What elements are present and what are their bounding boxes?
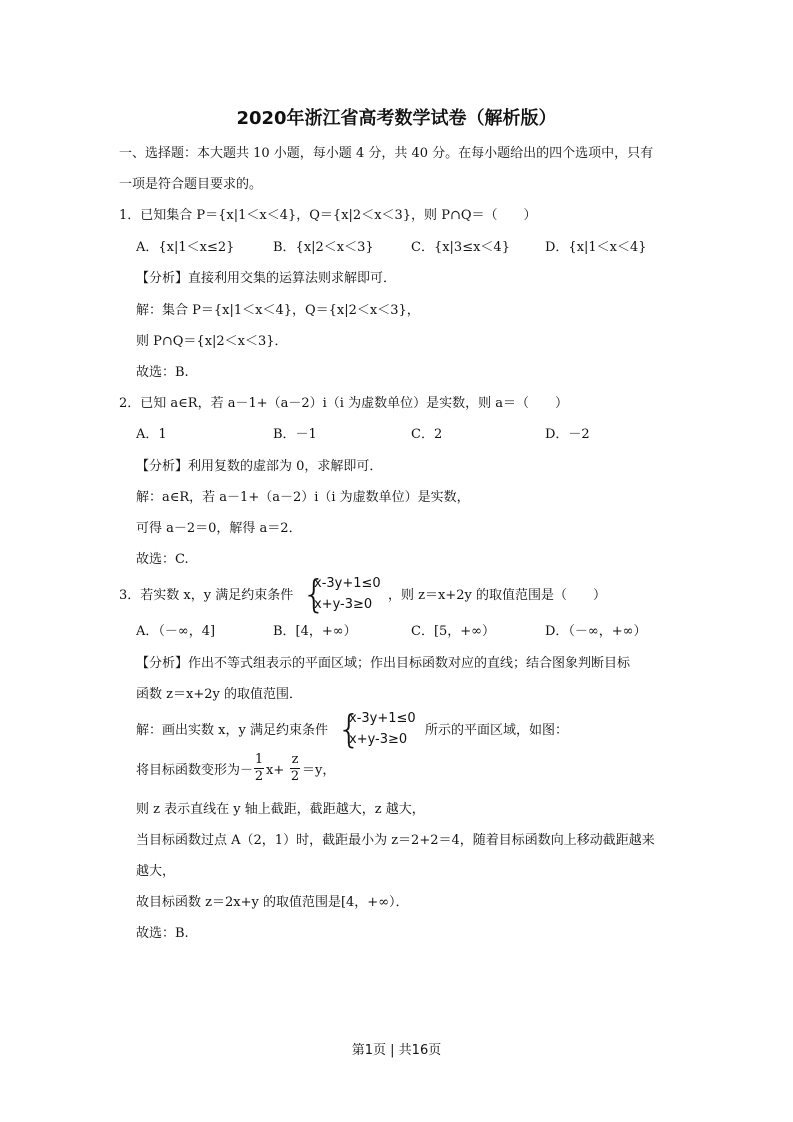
q2-answer: 故选：C.	[136, 552, 189, 567]
page-footer: 第1页 | 共16页	[351, 1043, 442, 1058]
q3-transform-mid: x+	[266, 763, 285, 778]
q3-option-c: C．[5，+∞）	[411, 624, 496, 639]
fraction-one-half	[254, 753, 264, 784]
q2-option-a: A．1	[136, 427, 167, 442]
fraction-numerator: 1	[254, 752, 264, 767]
q3-transform-suffix: ＝y，	[302, 763, 336, 778]
q3-option-a: A．（－∞，4]	[136, 624, 216, 639]
q3-constraint-2: x+y-3≥0	[314, 597, 373, 612]
q1-solution-line-2: 则 P∩Q＝{x|2＜x＜3}．	[136, 334, 288, 349]
section-intro-line-1: 一、选择题：本大题共 10 小题，每小题 4 分，共 40 分。在每小题给出的四个选项中，只有	[119, 146, 654, 161]
q3-solution-constraint-2: x+y-3≥0	[349, 732, 408, 747]
q1-analysis: 【分析】直接利用交集的运算法则求解即可．	[136, 271, 397, 286]
q2-option-b: B．－1	[273, 427, 317, 442]
q3-solution-suffix: 所示的平面区域，如图：	[425, 723, 569, 738]
q1-stem: 1．已知集合 P＝{x|1＜x＜4}，Q＝{x|2＜x＜3}，则 P∩Q＝（ ）	[119, 208, 537, 223]
q2-solution-line-1: 解：a∈R，若 a－1+（a－2）i（i 为虚数单位）是实数，	[136, 490, 470, 505]
q1-option-b: B．{x|2＜x＜3}	[273, 240, 374, 255]
left-brace-icon: {	[337, 707, 362, 751]
q3-solution-prefix: 解：画出实数 x，y 满足约束条件	[136, 723, 328, 738]
q3-transform-prefix: 将目标函数变形为－	[136, 763, 254, 778]
q3-solution-line-2: 当目标函数过点 A（2，1）时，截距最小为 z＝2+2＝4，随着目标函数向上移动截距越来	[136, 833, 655, 848]
q3-analysis-line-1: 【分析】作出不等式组表示的平面区域；作出目标函数对应的直线；结合图象判断目标	[136, 656, 631, 671]
q3-solution-constraint-system	[337, 707, 427, 751]
q2-solution-line-2: 可得 a－2＝0，解得 a＝2．	[136, 521, 302, 536]
q3-solution-constraint-1: x-3y+1≤0	[349, 711, 416, 726]
q1-option-d: D．{x|1＜x＜4}	[545, 240, 647, 255]
fraction-numerator: z	[291, 752, 299, 767]
q1-option-c: C．{x|3≤x＜4}	[411, 240, 510, 255]
page-title: 2020年浙江省高考数学试卷（解析版）	[236, 108, 557, 129]
q3-solution-line-4: 故目标函数 z＝2x+y 的取值范围是[4，+∞）．	[136, 895, 409, 910]
q1-solution-line-1: 解：集合 P＝{x|1＜x＜4}，Q＝{x|2＜x＜3}，	[136, 303, 420, 318]
q1-answer: 故选：B.	[136, 365, 189, 380]
fraction-z-half	[290, 753, 300, 784]
q3-stem-suffix: ，则 z＝x+2y 的取值范围是（ ）	[388, 588, 606, 603]
left-brace-icon: {	[302, 572, 327, 616]
q3-constraint-1: x-3y+1≤0	[314, 576, 381, 591]
q3-option-b: B．[4，+∞）	[273, 624, 357, 639]
q3-solution-line-3: 越大，	[136, 864, 176, 879]
q2-analysis: 【分析】利用复数的虚部为 0，求解即可．	[136, 459, 383, 474]
q2-option-c: C．2	[411, 427, 443, 442]
fraction-denominator: 2	[290, 769, 300, 784]
q3-answer: 故选：B.	[136, 926, 189, 941]
q3-solution-line-1: 则 z 表示直线在 y 轴上截距，截距越大，z 越大，	[136, 802, 425, 817]
q3-analysis-line-2: 函数 z＝x+2y 的取值范围．	[136, 687, 302, 702]
q3-option-d: D．（－∞，+∞）	[545, 624, 647, 639]
q3-constraint-system	[302, 572, 392, 616]
q3-stem-prefix: 3．若实数 x，y 满足约束条件	[119, 588, 294, 603]
fraction-denominator: 2	[254, 769, 264, 784]
q2-option-d: D．－2	[545, 427, 590, 442]
q1-option-a: A．{x|1＜x≤2}	[136, 240, 235, 255]
section-intro-line-2: 一项是符合题目要求的。	[119, 177, 263, 192]
q2-stem: 2．已知 a∈R，若 a－1+（a－2）i（i 为虚数单位）是实数，则 a＝（ ）	[119, 396, 568, 411]
